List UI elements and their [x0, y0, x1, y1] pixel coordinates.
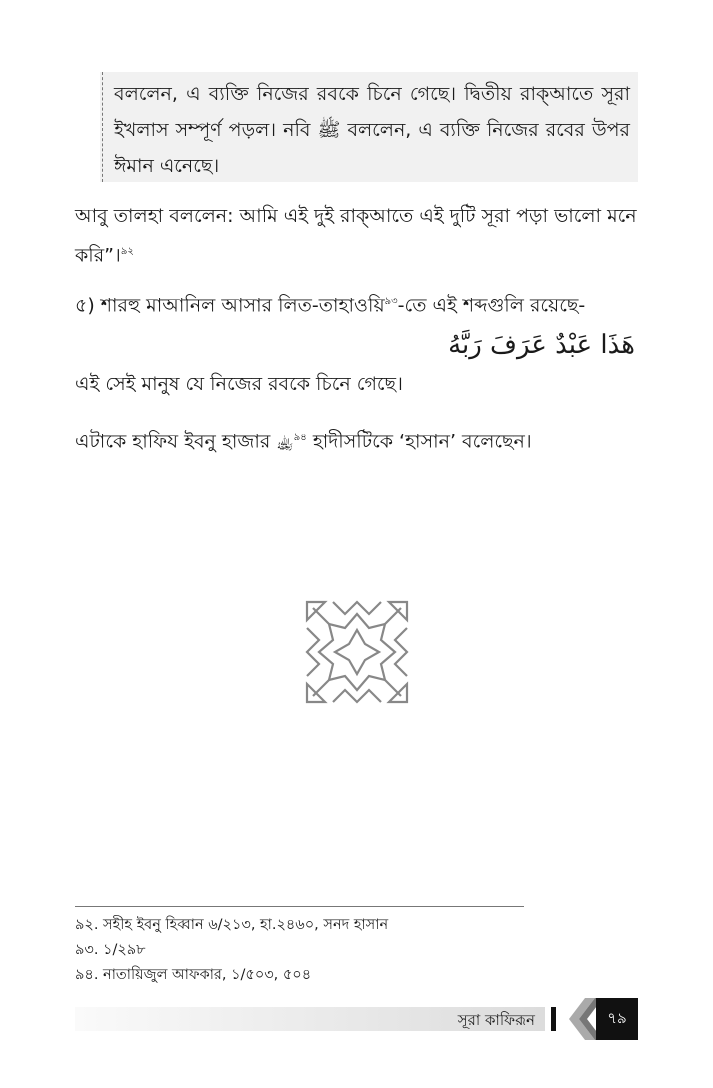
quote-text: বললেন, এ ব্যক্তি নিজের রবকে চিনে গেছে। দ্বিতীয় রাক্আতে সূরা ইখলাস সম্পূর্ণ পড়ল। নবি ﷺ বললেন, এ ব্যক্তি নিজের রবের উপর ঈমান এনেছে। — [114, 83, 630, 177]
footnote-divider — [75, 906, 524, 907]
paragraph-text: এটাকে হাফিয ইবনু হাজার ﵀ — [75, 430, 294, 453]
paragraph-translation: এই সেই মানুষ যে নিজের রবকে চিনে গেছে। — [75, 373, 403, 395]
footnote-93: ৯৩. ১/২৯৮ — [75, 942, 146, 958]
footnote-94: ৯৪. নাতায়িজুল আফকার, ১/৫০৩, ৫০৪ — [75, 967, 312, 983]
quote-dashed-border — [102, 72, 103, 182]
arabic-text: هَذَا عَبْدٌ عَرَفَ رَبَّهُ — [448, 330, 635, 360]
paragraph-text: আবু তালহা বললেন: আমি এই দুই রাক্আতে এই দুটি সূরা পড়া ভালো মনে করি”। — [75, 205, 637, 267]
geometric-ornament-icon — [305, 600, 409, 704]
page-number: ৭৯ — [596, 998, 638, 1040]
paragraph-abu-talha — [75, 198, 638, 273]
running-footer — [75, 1007, 545, 1031]
footnote-ref[interactable]: ৯৪ — [293, 432, 307, 443]
paragraph-grading — [75, 420, 638, 459]
footnote-92: ৯২. সহীহ ইবনু হিব্বান ৬/২১৩, হা.২৪৬০, সনদ হাসান — [75, 917, 389, 933]
paragraph-text: ৫) শারহু মাআনিল আসার লিত-তাহাওয়ি — [75, 294, 385, 317]
footnote-ref[interactable]: ৯৩ — [384, 296, 398, 307]
paragraph-text: -তে এই শব্দগুলি রয়েছে- — [397, 294, 586, 317]
footnote-ref[interactable]: ৯২ — [120, 246, 134, 257]
chapter-title: সূরা কাফিরূন — [457, 1011, 535, 1029]
footer-separator — [551, 1007, 556, 1031]
paragraph-text: হাদীসটিকে ‘হাসান’ বলেছেন। — [306, 430, 532, 453]
hadith-quote-box — [100, 72, 638, 182]
paragraph-sharh — [75, 284, 638, 323]
